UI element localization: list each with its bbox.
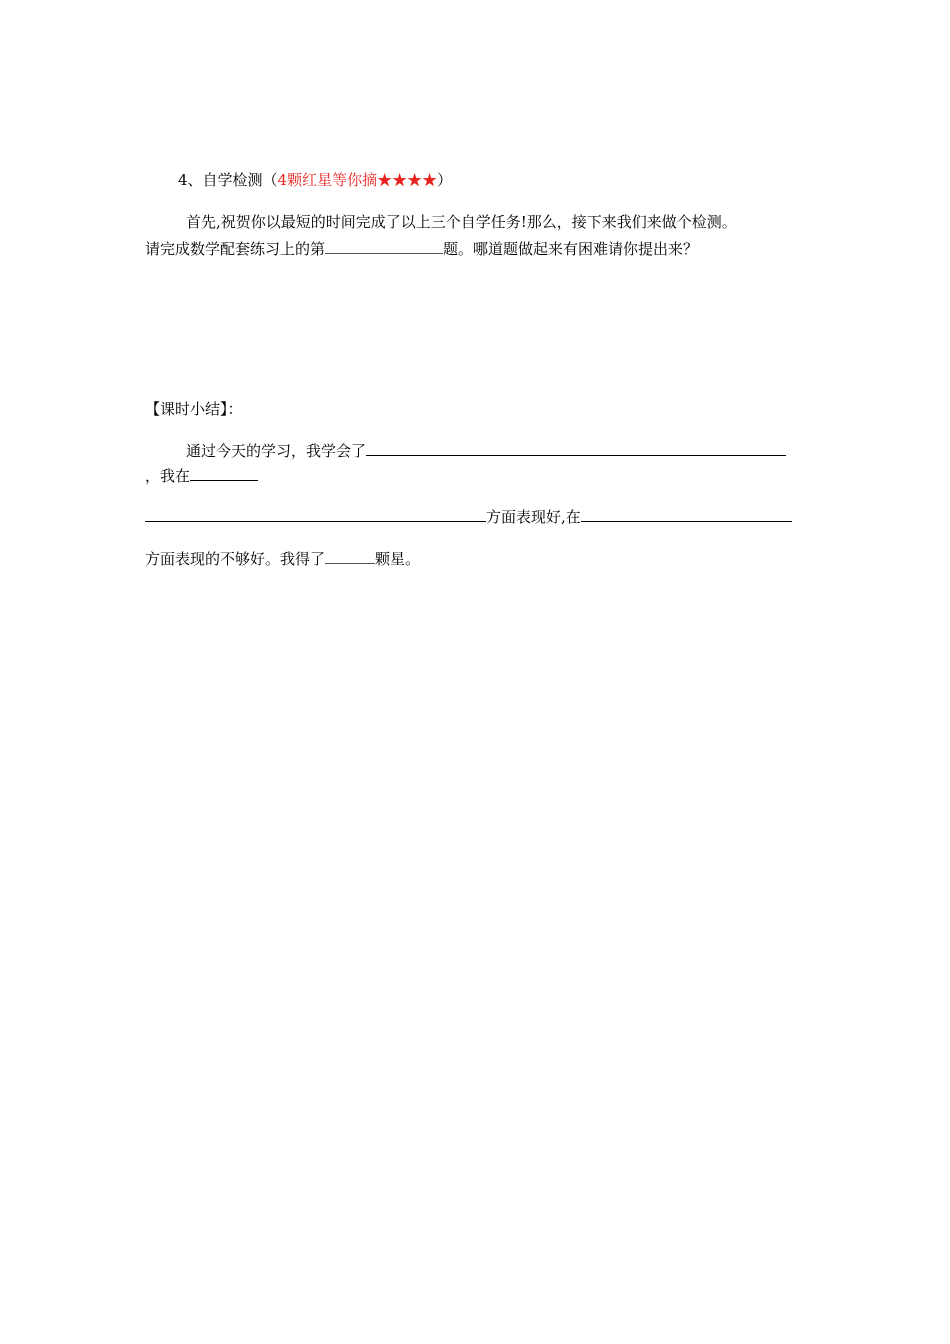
instruction-text-2a: 请完成数学配套练习上的第 [145,240,326,258]
exercise-number-blank[interactable] [325,238,443,254]
summary-text-1: 通过今天的学习，我学会了 [186,442,367,460]
instruction-text-2b: 题。哪道题做起来有困难请你提出来？ [443,240,699,258]
learned-blank[interactable] [366,440,786,456]
section-heading-prefix: 4、自学检测（ [178,171,278,189]
summary-text-2: ，我在 [145,467,191,485]
instruction-text-1: 首先,祝贺你以最短的时间完成了以上三个自学任务!那么，接下来我们来做个检测。 [186,213,737,231]
weakness-blank-start[interactable] [581,506,792,522]
summary-heading-text: 【课时小结】： [145,400,243,418]
strength-blank-start[interactable] [190,465,258,481]
star-count-blank[interactable] [325,548,375,564]
summary-text-4a: 方面表现的不够好。我得了 [145,550,326,568]
section-heading [178,170,452,190]
summary-text-4b: 颗星。 [375,550,421,568]
summary-line-1 [186,440,786,461]
summary-heading [145,399,243,419]
section-heading-suffix: ） [437,171,453,189]
summary-line-4 [145,548,420,569]
instruction-line-2 [145,238,698,259]
instruction-line-1 [186,212,737,232]
summary-line-3 [145,506,792,527]
summary-line-2 [145,465,258,486]
red-star-reward: 4颗红星等你摘★★★★ [277,171,438,189]
strength-blank[interactable] [145,506,486,522]
summary-text-3: 方面表现好,在 [486,508,581,526]
